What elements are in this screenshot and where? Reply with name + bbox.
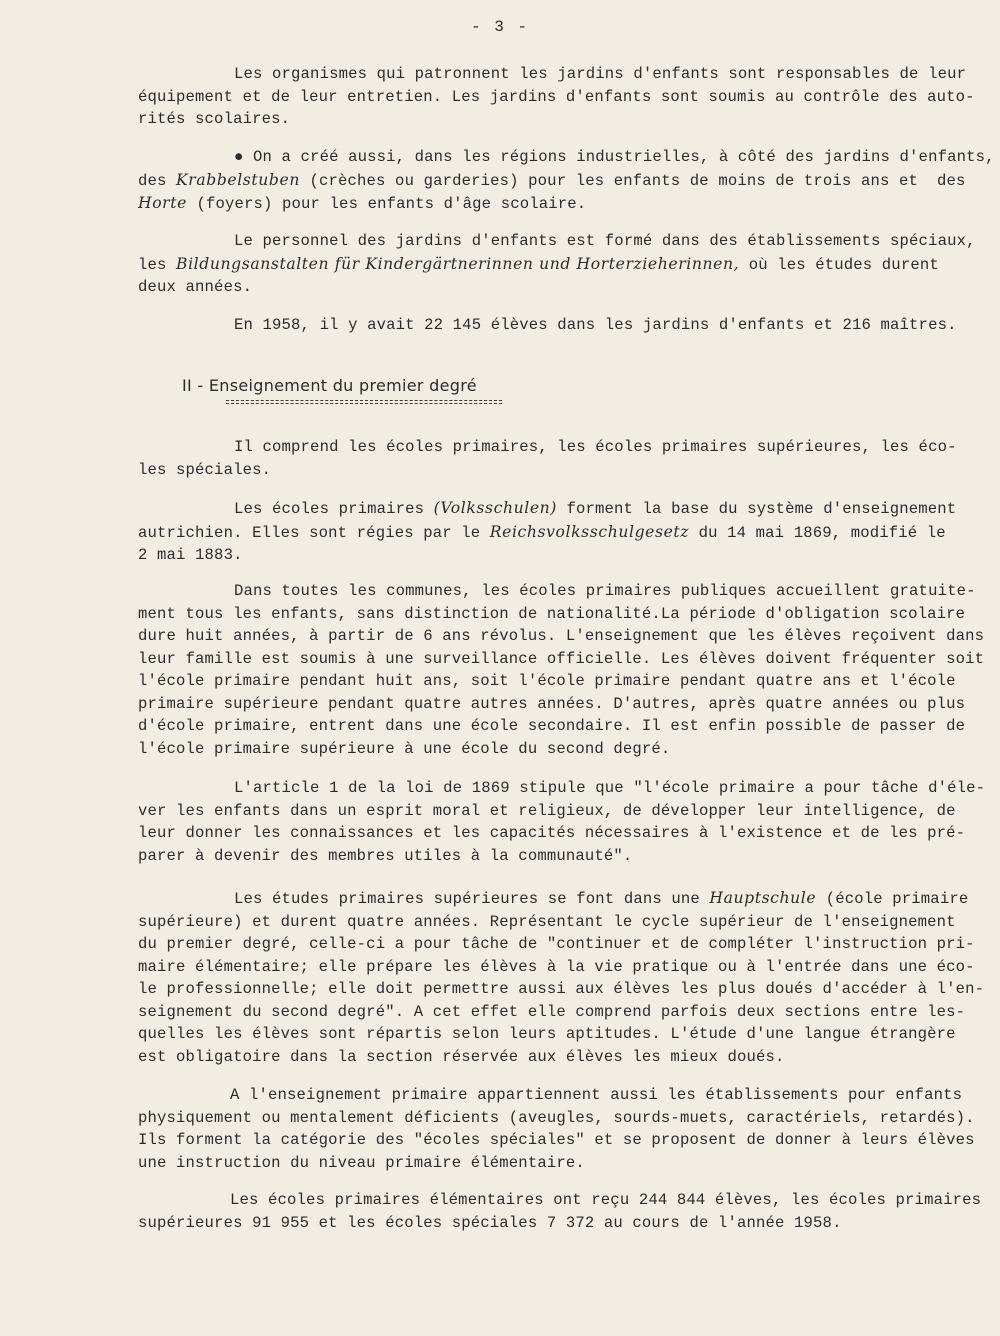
text-span: (crèches ou garderies) pour les enfants de moins de trois ans et des (299, 171, 966, 190)
text-line: équipement et de leur entretien. Les jardins d'enfants sont soumis au contrôle des auto- (138, 87, 975, 106)
text-line: ment tous les enfants, sans distinction de nationalité.La période d'obligation scolaire (138, 604, 966, 623)
paragraph-personnel (138, 230, 998, 299)
text-span: Les études primaires supérieures se font dans une (234, 890, 710, 908)
text-span: les (138, 255, 177, 274)
text-line (138, 887, 998, 911)
german-term: Reichsvolksschulgesetz (489, 522, 690, 541)
text-line (138, 169, 998, 193)
paragraph-ecoles-speciales (138, 1084, 998, 1174)
paragraph-organismes (138, 63, 998, 131)
text-line: leur famille est soumis à une surveillance officielle. Les élèves doivent fréquenter soit (138, 649, 985, 668)
page-number: - 3 - (470, 18, 529, 36)
text-line: L'article 1 de la loi de 1869 stipule que "l'école primaire a pour tâche d'éle- (234, 779, 986, 797)
text-span: forment la base du système d'enseignement (556, 500, 957, 518)
text-span: (école primaire (816, 890, 969, 908)
text-line: Les écoles primaires élémentaires ont reçu 244 844 élèves, les écoles primaires (230, 1191, 982, 1209)
text-line: deux années. (138, 278, 253, 296)
text-line: est obligatoire dans la section réservée aux élèves les mieux doués. (138, 1047, 785, 1066)
text-line: Dans toutes les communes, les écoles primaires publiques accueillent gratuite- (234, 582, 976, 600)
german-term: Hauptschule (709, 889, 817, 907)
text-line: maire élémentaire; elle prépare les élèves à la vie pratique ou à l'entrée dans une éco- (138, 957, 975, 976)
text-span: du 14 mai 1869, modifié le (689, 523, 946, 542)
text-span: des (138, 171, 177, 190)
text-span: autrichien. Elles sont régies par le (138, 523, 490, 542)
text-line: Le personnel des jardins d'enfants est formé dans des établissements spéciaux, (234, 232, 976, 250)
text-line: Les organismes qui patronnent les jardins d'enfants sont responsables de leur (234, 65, 967, 83)
text-line: physiquement ou mentalement déficients (aveugles, sourds-muets, caractériels, retardés). (138, 1108, 975, 1127)
text-line: du premier degré, celle-ci a pour tâche de "continuer et de compléter l'instruction pri- (138, 935, 975, 953)
text-line (138, 497, 998, 521)
text-line (138, 192, 998, 216)
german-term: (Volksschulen) (433, 499, 557, 517)
text-line: d'école primaire, entrent dans une école secondaire. Il est enfin possible de passer de (138, 717, 966, 735)
text-line: parer à devenir des membres utiles à la communauté". (138, 846, 633, 865)
text-line: leur donner les connaissances et les capacités nécessaires à l'existence et de les pré- (138, 824, 966, 842)
paragraph-hauptschule (138, 887, 998, 1068)
text-line: primaire supérieure pendant quatre autres années. D'autres, après quatre années ou plus (138, 694, 966, 713)
text-line: le professionnelle; elle doit permettre aussi aux élèves les plus doués d'accéder à l'en- (138, 980, 985, 998)
heading-underline (226, 403, 502, 404)
text-line: ver les enfants dans un esprit moral et religieux, de développer leur intelligence, de (138, 801, 956, 820)
text-line: A l'enseignement primaire appartiennent aussi les établissements pour enfants (230, 1086, 963, 1104)
text-line: En 1958, il y avait 22 145 élèves dans les jardins d'enfants et 216 maîtres. (234, 316, 957, 334)
text-line: l'école primaire supérieure à une école du second degré. (138, 739, 671, 758)
text-line (138, 521, 998, 545)
text-line: Ils forment la catégorie des "écoles spéciales" et se proposent de donner à leurs élèves (138, 1131, 975, 1149)
text-line: une instruction du niveau primaire élémentaire. (138, 1153, 585, 1172)
paragraph-article-1 (138, 777, 998, 867)
text-line: Il comprend les écoles primaires, les écoles primaires supérieures, les éco- (234, 438, 957, 456)
text-line: supérieures 91 955 et les écoles spéciales 7 372 au cours de l'année 1958. (138, 1213, 842, 1232)
text-line: 2 mai 1883. (138, 546, 243, 564)
german-term: Horte (138, 194, 187, 212)
text-line: rités scolaires. (138, 110, 291, 128)
text-line: ● On a créé aussi, dans les régions industrielles, à côté des jardins d'enfants, (234, 148, 995, 166)
text-line: seignement du second degré". A cet effet elle comprend parfois deux sections entre les- (138, 1002, 966, 1021)
text-line: les spéciales. (138, 460, 272, 479)
paragraph-statistics-1958 (138, 314, 998, 337)
german-term: Bildungsanstalten für Kindergärtnerinnen und Horterzieherinnen, (176, 254, 740, 273)
paragraph-krabbelstuben (138, 146, 998, 216)
paragraph-statistics-primary (138, 1189, 998, 1234)
text-line: supérieure) et durent quatre années. Représentant le cycle supérieur de l'enseignement (138, 912, 956, 931)
text-line: quelles les élèves sont répartis selon leurs aptitudes. L'étude d'une langue étrangère (138, 1025, 956, 1043)
heading-underline (226, 400, 502, 401)
section-heading: II - Enseignement du premier degré (182, 376, 477, 395)
text-span: Les écoles primaires (234, 500, 434, 518)
text-span: où les études durent (739, 255, 939, 274)
paragraph-volksschulen (138, 497, 998, 567)
text-line: dure huit années, à partir de 6 ans révolus. L'enseignement que les élèves reçoivent dans (138, 627, 985, 645)
paragraph-communes (138, 580, 998, 760)
text-line: l'école primaire pendant huit ans, soit l'école primaire pendant quatre ans et l'école (138, 672, 956, 690)
german-term: Krabbelstuben (176, 170, 300, 189)
paragraph-comprend (138, 436, 998, 481)
text-span: (foyers) pour les enfants d'âge scolaire. (186, 195, 587, 213)
text-line (138, 253, 998, 277)
